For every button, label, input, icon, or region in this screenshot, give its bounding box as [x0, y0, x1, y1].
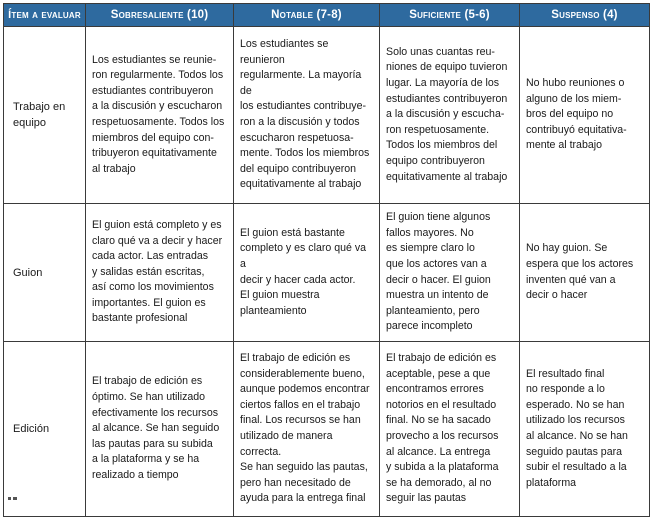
row-label: [4, 342, 86, 517]
cell-suficiente: [380, 204, 520, 342]
cell-suspenso: [520, 204, 650, 342]
cell-sobresaliente: [86, 27, 234, 204]
row-label: [4, 27, 86, 204]
header-notable: Notable (7-8): [234, 4, 380, 27]
row-label-text: Guion: [13, 266, 43, 279]
cell-text: El trabajo de edición es aceptable, pese a que encontramos errores notorios en el resultado final. No se ha sacado provecho a los recursos al alcance. La entrega y subida a la plataforma se ha demorado, al no seguir las pautas: [386, 352, 499, 505]
cell-suspenso: [520, 342, 650, 517]
cell-text: No hubo reuniones o alguno de los miem- bros del equipo no contribuyó equitativa- mente al trabajo: [526, 77, 627, 152]
row-label-text: Edición: [13, 423, 50, 435]
cell-text: Los estudiantes se reunie- ron regularmente. Todos los estudiantes contribuyeron a la discusión y escucharon respetuosamente. Todos los miembros del equipo con- tribuyeron equitativamente al trabajo: [92, 53, 225, 175]
cell-suspenso: [520, 27, 650, 204]
row-label-text: Trabajo en equipo: [13, 101, 66, 129]
cell-sobresaliente: [86, 342, 234, 517]
cell-notable: [234, 204, 380, 342]
cell-text: El trabajo de edición es óptimo. Se han utilizado efectivamente los recursos al alcance. Se han seguido las pautas para su subida a la plataforma y se ha realizado a tiempo: [92, 375, 220, 481]
cell-text: El trabajo de edición es considerablemente bueno, aunque podemos encontrar ciertos fallos en el trabajo final. Los recursos se han utilizado de manera correcta. Se han seguido las pautas, pero han necesitado de ayuda para la entrega final: [240, 352, 370, 505]
cropped-text-fragment: [6, 495, 36, 501]
table-row-edicion: [4, 342, 650, 517]
header-suficiente: Suficiente (5-6): [380, 4, 520, 27]
cell-text: Solo unas cuantas reu- niones de equipo tuvieron lugar. La mayoría de los estudiantes contribuyeron a la discusión y escucha- ron respetuosamente. Todos los miembros del equipo contribuyeron equitativamente al trabajo: [386, 45, 508, 183]
cell-notable: [234, 342, 380, 517]
table-row-trabajo-en-equipo: [4, 27, 650, 204]
cell-suficiente: [380, 342, 520, 517]
cell-text: No hay guion. Se espera que los actores inventen qué van a decir o hacer: [526, 242, 634, 302]
cell-text: El resultado final no responde a lo esperado. No se han utilizado los recursos al alcance. No se han seguido pautas para subir el resultado a la plataforma: [526, 367, 628, 489]
cell-text: El guion está bastante completo y es claro qué va a decir y hacer cada actor. El guion muestra planteamiento: [240, 226, 367, 317]
row-label: [4, 204, 86, 342]
cell-text: El guion está completo y es claro qué va a decir y hacer cada actor. Las entradas y salidas están escritas, así como los movimientos importantes. El guion es bastante profesional: [92, 218, 223, 325]
header-item: Ítem a evaluar: [4, 4, 86, 27]
cell-text: El guion tiene algunos fallos mayores. No es siempre claro lo que los actores van a decir o hacer. El guion muestra un intento de planteamiento, pero parece incompleto: [386, 211, 491, 333]
table-row-guion: [4, 204, 650, 342]
header-sobresaliente: Sobresaliente (10): [86, 4, 234, 27]
header-row: [4, 4, 650, 27]
cell-text: Los estudiantes se reunieron regularmente. La mayoría de los estudiantes contribuye- ron a la discusión y todos escucharon respetuosa- mente. Todos los miembros del equipo contribuyeron equitativamente al trabajo: [240, 38, 370, 191]
cell-sobresaliente: [86, 204, 234, 342]
cell-notable: [234, 27, 380, 204]
rubric-table: [3, 3, 650, 517]
header-suspenso: Suspenso (4): [520, 4, 650, 27]
cell-suficiente: [380, 27, 520, 204]
